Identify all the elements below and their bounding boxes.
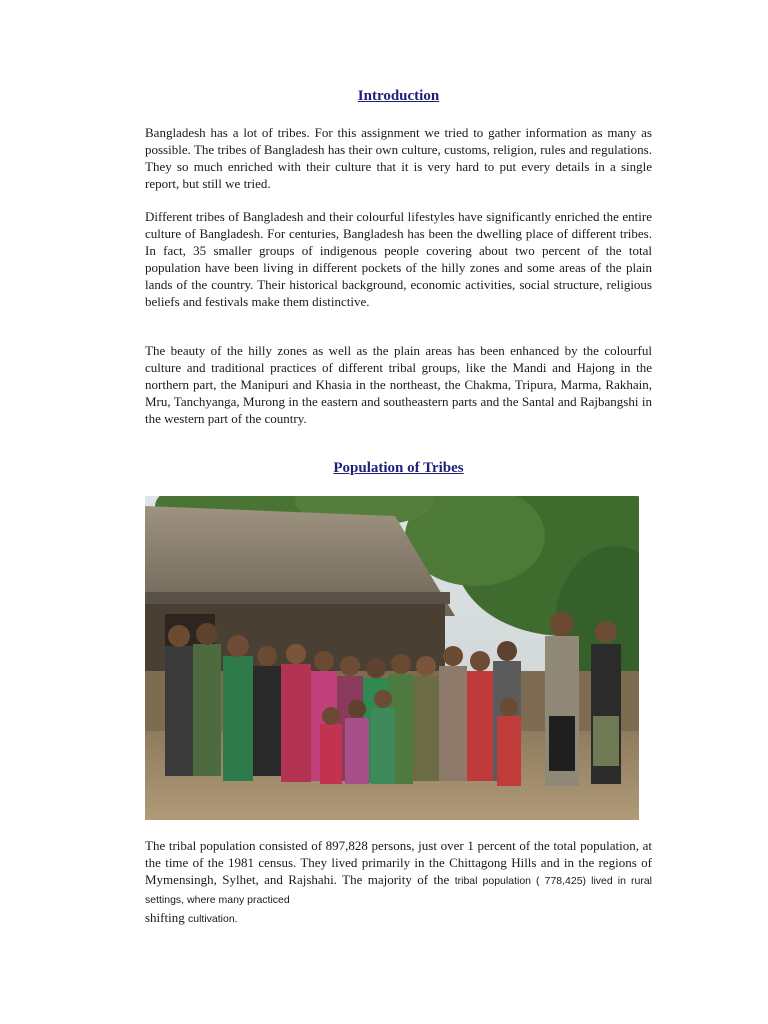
population-text-main: The tribal population consisted of 897,828 persons, just over 1 percent of the total population, at the time of the 1981 census. They lived primarily in the Chittagong Hills and in the regions of Mymensingh, Sylhet, and Rajshahi. The majority of — [145, 838, 652, 887]
population-text-shifting: shifting — [145, 910, 185, 925]
intro-paragraph-3: The beauty of the hilly zones as well as the plain areas has been enhanced by the colourful culture and traditional practices of different tribal groups, like the Mandi and Hajong in the northern part, the Manipuri and Khasia in the northeast, the Chakma, Tripura, Marma, Rakhain, Mru, Tanchyanga, Murong in the eastern and southeastern parts and the Santal and Rajbangshi in the western part of the country. — [145, 343, 652, 426]
intro-paragraph-2: Different tribes of Bangladesh and their colourful lifestyles have significantly enriched the entire culture of Bangladesh. For centuries, Bangladesh has been the dwelling place of different tribes. In fact, 35 smaller groups of indigenous people covering about two percent of the total population have been living in different pockets of the hilly zones and some areas of the plain lands of the country. Their historical background, economic activities, social structure, religious beliefs and festivals make them distinctive. — [145, 209, 652, 309]
group-photo-icon — [145, 496, 639, 820]
tribe-group-photo — [145, 496, 639, 820]
intro-paragraph-1: Bangladesh has a lot of tribes. For this assignment we tried to gather information as many as possible. The tribes of Bangladesh has their own culture, customs, religion, rules and regulations. They so much enriched with their culture that it is very hard to put every details in a single report, but still we tried. — [145, 125, 652, 191]
population-text-cultivation: cultivation. — [187, 913, 238, 925]
population-text-the: the — [433, 872, 450, 887]
introduction-heading: Introduction — [357, 88, 440, 104]
population-heading: Population of Tribes — [333, 460, 464, 476]
population-text-rest: tribal population ( 778,425) lived in rural settings, where many practiced — [145, 875, 652, 906]
population-paragraph — [145, 837, 652, 928]
